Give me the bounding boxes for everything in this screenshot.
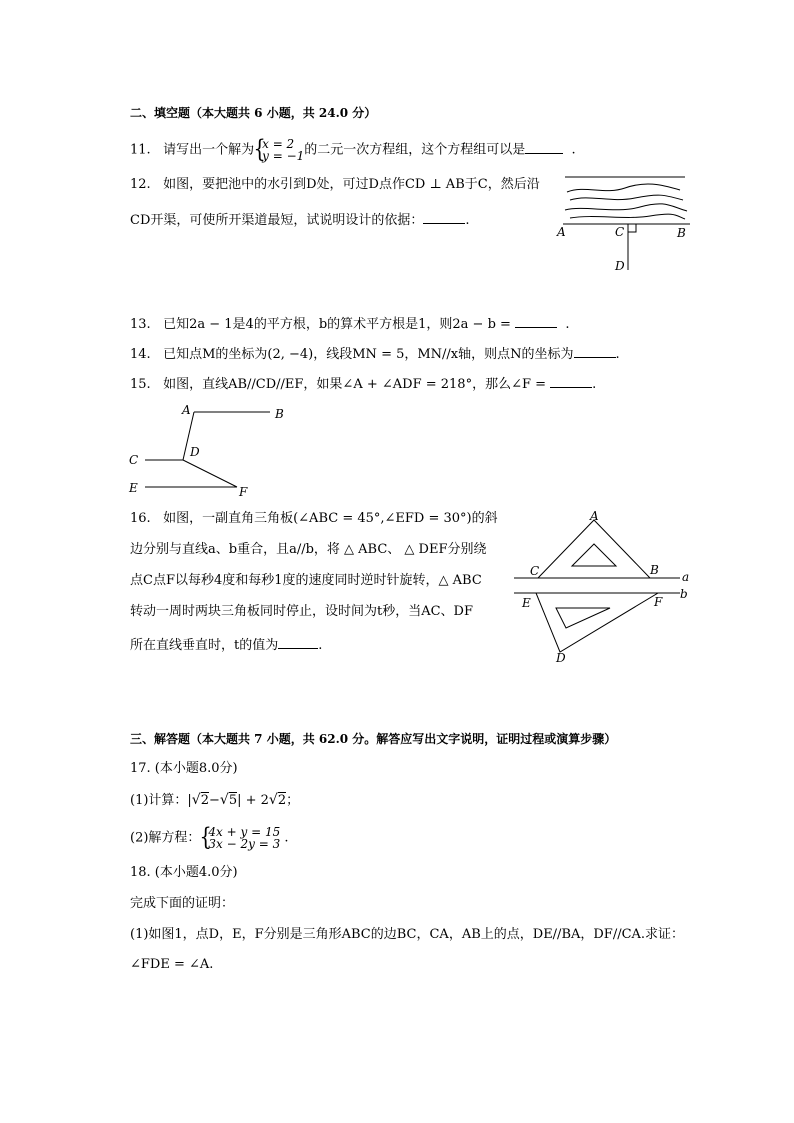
- question-16-line-2: 边分别与直线a、b重合，且a//b，将 △ ABC、 △ DEF分别绕: [130, 542, 487, 557]
- question-17-part-1: (1)计算：|√2−√5| + 2√2；: [130, 792, 300, 808]
- label-b-point: B: [650, 563, 659, 577]
- question-18-part-1-cont: ∠FDE = ∠A.: [130, 957, 214, 972]
- question-13: 13. 已知2a − 1是4的平方根，b的算术平方根是1，则2a − b = .: [130, 313, 569, 334]
- label-c: C: [129, 453, 139, 467]
- label-a: A: [182, 403, 191, 417]
- answer-blank: [423, 209, 465, 224]
- question-14: 14. 已知点M的坐标为(2, −4)，线段MN = 5，MN//x轴，则点N的坐标为 .: [130, 343, 620, 364]
- question-18-part-1: (1)如图1，点D，E，F分别是三角形ABC的边BC，CA，AB上的点，DE//BA，DF//CA.求证：: [130, 927, 685, 942]
- label-c: C: [530, 564, 540, 578]
- answer-blank: [278, 634, 318, 649]
- label-d: D: [556, 651, 566, 665]
- question-12-line-1: 12. 如图，要把池中的水引到D处，可过D点作CD ⊥ AB于C，然后沿: [130, 177, 540, 192]
- answer-blank: [515, 313, 557, 328]
- question-17-header: 17. (本小题8.0分): [130, 761, 238, 776]
- answer-blank: [574, 343, 616, 358]
- pond-figure: [555, 170, 695, 276]
- question-17-part-2: (2)解方程： { 4x + y = 15 3x − 2y = 3 .: [130, 826, 289, 850]
- question-11: 11. 请写出一个解为 { x = 2 y = −1 的二元一次方程组，这个方程组可以是 .: [130, 138, 576, 162]
- label-d: D: [615, 259, 625, 273]
- question-18-header: 18. (本小题4.0分): [130, 865, 238, 880]
- label-d: D: [190, 445, 200, 459]
- solution-system: { x = 2 y = −1: [254, 138, 304, 162]
- answer-blank: [550, 373, 592, 388]
- question-12-line-2: CD开渠，可使所开渠道最短，试说明设计的依据： .: [130, 209, 470, 230]
- question-16-line-5: 所在直线垂直时，t的值为 .: [130, 634, 322, 655]
- answer-blank: [525, 139, 563, 154]
- label-a-point: A: [590, 509, 599, 523]
- label-e: E: [522, 596, 531, 610]
- label-f: F: [239, 485, 248, 499]
- label-f: F: [654, 595, 663, 609]
- question-18-intro: 完成下面的证明：: [130, 896, 235, 911]
- question-16-line-4: 转动一周时两块三角板同时停止，设时间为t秒，当AC、DF: [130, 604, 474, 619]
- question-16-line-3: 点C点F以每秒4度和每秒1度的速度同时逆时针旋转，△ ABC: [130, 573, 482, 588]
- label-a: A: [557, 225, 566, 239]
- question-number: 11.: [130, 142, 151, 158]
- question-15: 15. 如图，直线AB//CD//EF，如果∠A + ∠ADF = 218°，那么∠F = .: [130, 373, 596, 394]
- label-b: B: [677, 226, 686, 240]
- label-c: C: [615, 225, 625, 239]
- section-2-title: 二、填空题（本大题共 6 小题，共 24.0 分）: [130, 106, 377, 120]
- equation-system: { 4x + y = 15 3x − 2y = 3: [200, 826, 280, 850]
- section-3-title: 三、解答题（本大题共 7 小题，共 62.0 分。解答应写出文字说明，证明过程或演算步骤）: [130, 732, 617, 746]
- parallel-lines-figure: [125, 402, 295, 500]
- label-line-b: b: [680, 587, 688, 601]
- label-b: B: [275, 407, 284, 421]
- question-16-line-1: 16. 如图，一副直角三角板(∠ABC = 45°,∠EFD = 30°)的斜: [130, 511, 498, 526]
- label-line-a: a: [682, 570, 690, 584]
- label-e: E: [129, 481, 138, 495]
- triangle-rulers-figure: [510, 508, 700, 668]
